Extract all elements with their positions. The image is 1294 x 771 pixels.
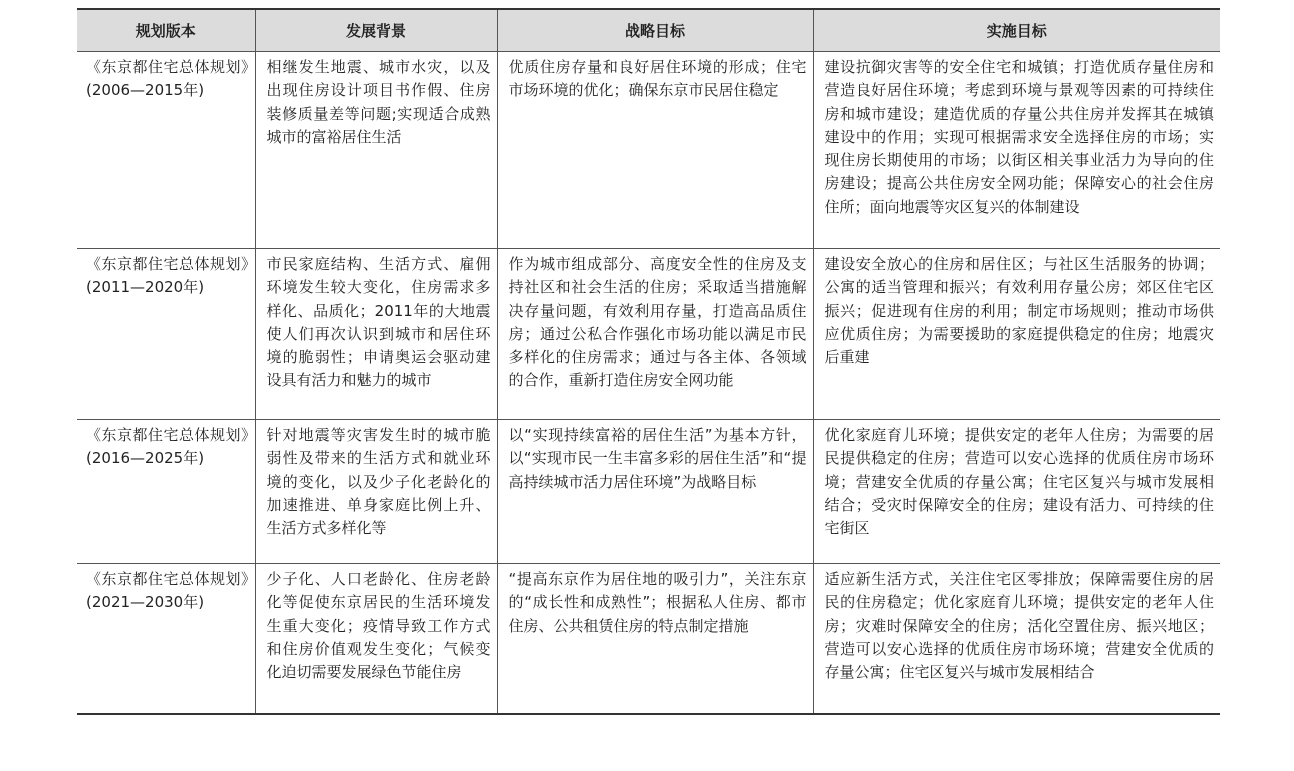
header-background: 发展背景 (255, 9, 497, 52)
header-implementation: 实施目标 (813, 9, 1220, 52)
cell-strategy: 优质住房存量和良好居住环境的形成；住宅市场环境的优化；确保东京市民居住稳定 (497, 52, 813, 249)
cell-implementation: 优化家庭育儿环境；提供安定的老年人住房；为需要的居民提供稳定的住房；营造可以安心选择的优质住房市场环境；营建安全优质的存量公寓；住宅区复兴与城市发展相结合；受灾时保障安全的住房；建设有活力、可持续的住宅街区 (813, 420, 1220, 564)
cell-implementation: 建设抗御灾害等的安全住宅和城镇；打造优质存量住房和营造良好居住环境；考虑到环境与景观等因素的可持续住房和城市建设；建造优质的存量公共住房并发挥其在城镇建设中的作用；实现可根据需求安全选择住房的市场；实现住房长期使用的市场；以街区相关事业活力为导向的住房建设；提高公共住房安全网功能；保障安心的社会住房住所；面向地震等灾区复兴的体制建设 (813, 52, 1220, 249)
table-row (77, 564, 1220, 715)
cell-strategy: 以“实现持续富裕的居住生活”为基本方针，以“实现市民一生丰富多彩的居住生活”和“提高持续城市活力居住环境”为战略目标 (497, 420, 813, 564)
header-plan-version: 规划版本 (77, 9, 255, 52)
table-row (77, 52, 1220, 249)
cell-background: 相继发生地震、城市水灾，以及出现住房设计项目书作假、住房装修质量差等问题;实现适合成熟城市的富裕居住生活 (255, 52, 497, 249)
cell-strategy: 作为城市组成部分、高度安全性的住房及支持社区和社会生活的住房；采取适当措施解决存量问题，有效利用存量，打造高品质住房；通过公私合作强化市场功能以满足市民多样化的住房需求；通过与各主体、各领域的合作，重新打造住房安全网功能 (497, 249, 813, 420)
cell-plan-version: 《东京都住宅总体规划》(2011—2020年) (77, 249, 255, 420)
table-row (77, 249, 1220, 420)
header-strategy: 战略目标 (497, 9, 813, 52)
table-header-row (77, 9, 1220, 52)
cell-implementation: 建设安全放心的住房和居住区；与社区生活服务的协调；公寓的适当管理和振兴；有效利用存量公房；郊区住宅区振兴；促进现有住房的利用；制定市场规则；推动市场供应优质住房；为需要援助的家庭提供稳定的住房；地震灾后重建 (813, 249, 1220, 420)
cell-plan-version: 《东京都住宅总体规划》(2016—2025年) (77, 420, 255, 564)
cell-background: 市民家庭结构、生活方式、雇佣环境发生较大变化，住房需求多样化、品质化；2011年的大地震使人们再次认识到城市和居住环境的脆弱性；申请奥运会驱动建设具有活力和魅力的城市 (255, 249, 497, 420)
cell-implementation: 适应新生活方式，关注住宅区零排放；保障需要住房的居民的住房稳定；优化家庭育儿环境；提供安定的老年人住房；灾难时保障安全的住房；活化空置住房、振兴地区；营造可以安心选择的优质住房市场环境；营建安全优质的存量公寓；住宅区复兴与城市发展相结合 (813, 564, 1220, 715)
cell-plan-version: 《东京都住宅总体规划》(2006—2015年) (77, 52, 255, 249)
cell-background: 针对地震等灾害发生时的城市脆弱性及带来的生活方式和就业环境的变化，以及少子化老龄化的加速推进、单身家庭比例上升、生活方式多样化等 (255, 420, 497, 564)
table-row (77, 420, 1220, 564)
plan-comparison-table (77, 8, 1220, 715)
cell-plan-version: 《东京都住宅总体规划》(2021—2030年) (77, 564, 255, 715)
cell-strategy: “提高东京作为居住地的吸引力”，关注东京的“成长性和成熟性”；根据私人住房、都市住房、公共租赁住房的特点制定措施 (497, 564, 813, 715)
cell-background: 少子化、人口老龄化、住房老龄化等促使东京居民的生活环境发生重大变化；疫情导致工作方式和住房价值观发生变化；气候变化迫切需要发展绿色节能住房 (255, 564, 497, 715)
